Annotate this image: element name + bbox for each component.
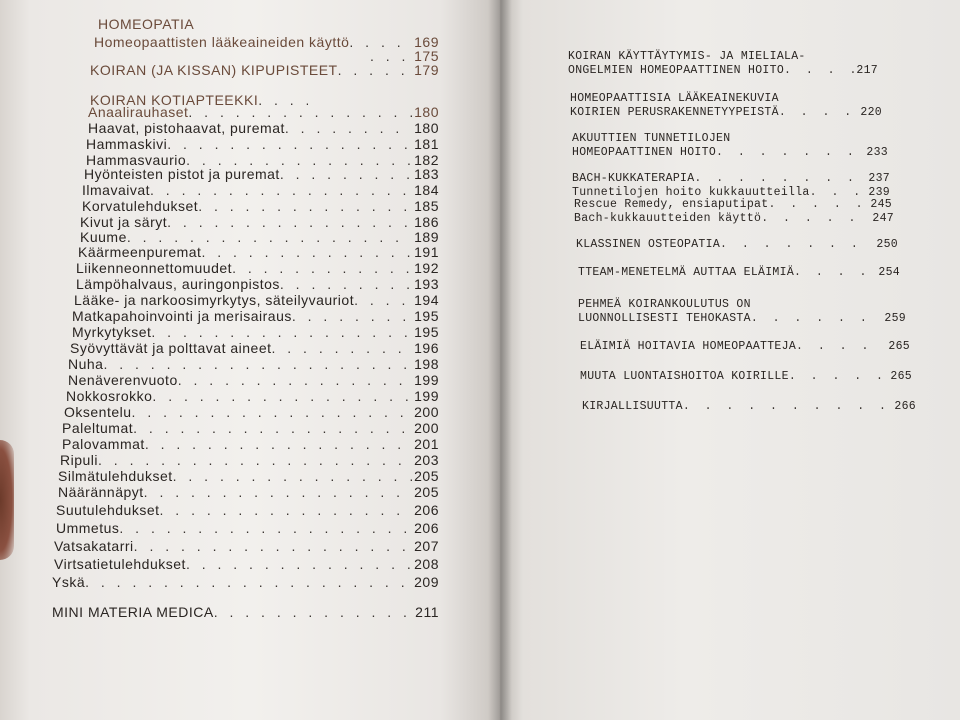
- entry-title: Myrkytykset: [72, 324, 152, 340]
- left-toc-entry: [54, 556, 439, 572]
- leader-dots: [784, 64, 854, 77]
- entry-title: HOMEOPATIA: [98, 16, 195, 32]
- right-toc-entry: [574, 212, 894, 225]
- left-toc-entry: [56, 520, 439, 536]
- leader-dots: [201, 244, 412, 260]
- entry-title: PEHMEÄ KOIRANKOULUTUS ON: [578, 298, 751, 311]
- entry-page-number: 211: [415, 604, 439, 620]
- entry-title: Vatsakatarri: [54, 538, 134, 554]
- entry-page-number: 183: [414, 166, 439, 182]
- entry-page-number: 250: [876, 238, 898, 251]
- entry-page-number: 195: [414, 324, 439, 340]
- right-toc-entry: [580, 340, 910, 353]
- entry-page-number: 185: [414, 198, 439, 214]
- entry-title: Liikenneonnettomuudet: [76, 260, 233, 276]
- right-toc-entry: [568, 50, 868, 63]
- entry-title: Näärännäpyt: [58, 484, 144, 500]
- right-toc-entry: [578, 266, 900, 279]
- leader-dots: [214, 604, 413, 620]
- entry-page-number: 199: [414, 372, 439, 388]
- left-toc-entry: [86, 136, 439, 152]
- left-toc-entry: [56, 502, 439, 518]
- left-toc-entry: [62, 436, 439, 452]
- entry-title: TTEAM-MENETELMÄ AUTTAA ELÄIMIÄ: [578, 266, 795, 279]
- entry-page-number: 200: [414, 404, 439, 420]
- leader-dots: [186, 556, 412, 572]
- left-toc-entry: [60, 452, 439, 468]
- entry-title: Palovammat: [62, 436, 145, 452]
- entry-page-number: 186: [414, 214, 439, 230]
- entry-title: KOIRAN KOTIAPTEEKKI: [90, 92, 259, 108]
- leader-dots: [103, 356, 412, 372]
- right-toc-entry: [574, 198, 892, 211]
- entry-title: Lämpöhalvaus, auringonpistos: [76, 276, 280, 292]
- entry-title: Kuume: [80, 229, 127, 245]
- right-toc-entry: [572, 172, 890, 185]
- leader-dots: [151, 324, 412, 340]
- entry-page-number: 179: [414, 62, 439, 78]
- entry-title: Anaalirauhaset: [88, 104, 189, 120]
- right-toc-entry: [568, 64, 878, 77]
- leader-dots: [280, 166, 412, 182]
- right-toc-entry: [576, 238, 898, 251]
- entry-title: Oksentelu: [64, 404, 132, 420]
- leader-dots: [779, 106, 859, 119]
- entry-page-number: 237: [868, 172, 890, 185]
- leader-dots: [285, 120, 412, 136]
- entry-page-number: 169: [414, 34, 439, 50]
- entry-page-number: 193: [414, 276, 439, 292]
- entry-title: Silmätulehdukset: [58, 468, 173, 484]
- leader-dots: [188, 104, 412, 120]
- left-toc-entry: [82, 182, 439, 198]
- entry-title: Bach-kukkauutteiden käyttö: [574, 212, 762, 225]
- left-toc-entry: [64, 404, 439, 420]
- entry-title: BACH-KUKKATERAPIA: [572, 172, 695, 185]
- leader-dots: [789, 370, 889, 383]
- right-toc-entry: [570, 106, 882, 119]
- leader-dots: [198, 198, 412, 214]
- entry-page-number: 181: [414, 136, 439, 152]
- entry-page-number: 239: [868, 186, 890, 199]
- right-toc-entry: [578, 312, 906, 325]
- left-toc-entry: [54, 538, 439, 554]
- leader-dots: [796, 340, 886, 353]
- leader-dots: [716, 146, 864, 159]
- entry-title: Ripuli: [60, 452, 99, 468]
- entry-page-number: 182: [414, 152, 439, 168]
- leader-dots: [127, 229, 412, 245]
- left-toc-entry: [90, 62, 439, 78]
- entry-title: KOIRAN KÄYTTÄYTYMIS- JA MIELIALA-: [568, 50, 806, 63]
- left-toc-entry: [70, 340, 439, 356]
- right-toc-entry: [580, 370, 912, 383]
- leader-dots: [150, 182, 412, 198]
- left-toc-entry: [84, 166, 439, 182]
- entry-title: KIRJALLISUUTTA: [582, 400, 683, 413]
- leader-dots: [768, 198, 868, 211]
- entry-page-number: 245: [870, 198, 892, 211]
- entry-title: AKUUTTIEN TUNNETILOJEN: [572, 132, 731, 145]
- leader-dots: [152, 388, 412, 404]
- entry-title: Rescue Remedy, ensiaputipat: [574, 198, 769, 211]
- entry-title: Tunnetilojen hoito kukkauutteilla: [572, 186, 810, 199]
- left-toc-entry: [74, 292, 439, 308]
- leader-dots: [98, 452, 412, 468]
- left-toc-entry: [78, 244, 439, 260]
- entry-page-number: 180: [414, 104, 439, 120]
- entry-page-number: 247: [872, 212, 894, 225]
- right-toc-entry: [582, 400, 916, 413]
- entry-page-number: 259: [884, 312, 906, 325]
- left-toc-entry: [88, 120, 439, 136]
- leader-dots: [272, 340, 413, 356]
- entry-page-number: 265: [890, 370, 912, 383]
- leader-dots: [178, 372, 412, 388]
- entry-page-number: 196: [414, 340, 439, 356]
- entry-page-number: 233: [866, 146, 888, 159]
- entry-title: Nenäverenvuoto: [68, 372, 178, 388]
- left-toc-entry: [88, 104, 439, 120]
- entry-title: Nuha: [68, 356, 104, 372]
- entry-page-number: 205: [414, 468, 439, 484]
- entry-page-number: 198: [414, 356, 439, 372]
- entry-page-number: 194: [414, 292, 439, 308]
- entry-page-number: 200: [414, 420, 439, 436]
- leader-dots: [761, 212, 870, 225]
- leader-dots: [338, 62, 413, 78]
- entry-title: ONGELMIEN HOMEOPAATTINEN HOITO: [568, 64, 785, 77]
- entry-page-number: 265: [888, 340, 910, 353]
- leader-dots: [683, 400, 893, 413]
- left-toc-entry: [66, 388, 439, 404]
- entry-page-number: 184: [414, 182, 439, 198]
- entry-page-number: 220: [860, 106, 882, 119]
- left-toc-entry: [52, 604, 439, 620]
- entry-title: Hyönteisten pistot ja puremat: [84, 166, 280, 182]
- entry-title: Hammaskivi: [86, 136, 168, 152]
- entry-title: Ilmavaivat: [82, 182, 151, 198]
- entry-page-number: 205: [414, 484, 439, 500]
- leader-dots: [694, 172, 866, 185]
- left-toc-entry: [68, 356, 439, 372]
- entry-page-number: 254: [878, 266, 900, 279]
- leader-dots: [751, 312, 883, 325]
- entry-title: HOMEOPAATTINEN HOITO: [572, 146, 717, 159]
- leader-dots: [132, 404, 413, 420]
- entry-page-number: 266: [894, 400, 916, 413]
- entry-title: KLASSINEN OSTEOPATIA: [576, 238, 721, 251]
- entry-title: KOIRAN (JA KISSAN) KIPUPISTEET: [90, 62, 338, 78]
- entry-title: Virtsatietulehdukset: [54, 556, 186, 572]
- leader-dots: [232, 260, 412, 276]
- entry-page-number: 180: [414, 120, 439, 136]
- leader-dots: [167, 214, 412, 230]
- left-toc-entry: [62, 420, 439, 436]
- entry-page-number: 208: [414, 556, 439, 572]
- left-toc-entry: [82, 198, 439, 214]
- entry-title: Syövyttävät ja polttavat aineet: [70, 340, 272, 356]
- entry-page-number: 192: [414, 260, 439, 276]
- book-spine: [488, 0, 512, 720]
- left-toc-entry: [68, 372, 439, 388]
- left-toc-entry: [52, 574, 439, 590]
- entry-title: Hammasvaurio: [86, 152, 187, 168]
- entry-title: Paleltumat: [62, 420, 134, 436]
- entry-title: Korvatulehdukset: [82, 198, 199, 214]
- leader-dots: [85, 574, 412, 590]
- entry-title: Suutulehdukset: [56, 502, 160, 518]
- entry-page-number: 195: [414, 308, 439, 324]
- entry-page-number: 207: [414, 538, 439, 554]
- left-toc-entry: [76, 260, 439, 276]
- left-toc-entry: [72, 324, 439, 340]
- right-toc-entry: [570, 92, 870, 105]
- entry-title: Homeopaattisten lääkeaineiden käyttö: [94, 34, 350, 50]
- leader-dots: [167, 136, 412, 152]
- leader-dots: [354, 292, 412, 308]
- leader-dots: [160, 502, 413, 518]
- entry-page-number: 201: [414, 436, 439, 452]
- leader-dots: [134, 538, 412, 554]
- right-toc-entry: [578, 298, 878, 311]
- entry-title: ELÄIMIÄ HOITAVIA HOMEOPAATTEJA: [580, 340, 797, 353]
- entry-title: Matkapahoinvointi ja merisairaus: [72, 308, 292, 324]
- entry-title: Lääke- ja narkoosimyrkytys, säteilyvauriot: [74, 292, 355, 308]
- entry-title: Ummetus: [56, 520, 120, 536]
- left-toc-entry: [80, 229, 439, 245]
- left-toc-entry: [58, 484, 439, 500]
- left-toc-entry: [58, 468, 439, 484]
- thumb: [0, 440, 14, 560]
- right-toc-entry: [572, 146, 888, 159]
- left-toc-entry: [76, 276, 439, 292]
- entry-title: MUUTA LUONTAISHOITOA KOIRILLE: [580, 370, 789, 383]
- entry-title: Haavat, pistohaavat, puremat: [88, 120, 285, 136]
- leader-dots: [133, 420, 412, 436]
- leader-dots: [173, 468, 413, 484]
- leader-dots: [280, 276, 412, 292]
- leader-dots: [720, 238, 874, 251]
- entry-page-number: 191: [414, 244, 439, 260]
- entry-page-number: 175: [414, 48, 439, 64]
- entry-title: Käärmeenpuremat: [78, 244, 202, 260]
- entry-page-number: 199: [414, 388, 439, 404]
- leader-dots: [794, 266, 876, 279]
- right-toc-entry: [572, 132, 872, 145]
- entry-title: Nokkosrokko: [66, 388, 153, 404]
- left-toc-entry: [80, 214, 439, 230]
- entry-title: Kivut ja säryt: [80, 214, 168, 230]
- leader-dots: [144, 484, 412, 500]
- entry-title: LUONNOLLISESTI TEHOKASTA: [578, 312, 751, 325]
- left-toc-entry: [98, 16, 228, 32]
- left-toc-entry: [72, 308, 439, 324]
- entry-page-number: 203: [414, 452, 439, 468]
- entry-page-number: 209: [414, 574, 439, 590]
- entry-title: Yskä: [52, 574, 86, 590]
- leader-dots: [119, 520, 412, 536]
- leader-dots: [292, 308, 412, 324]
- entry-title: KOIRIEN PERUSRAKENNETYYPEISTÄ: [570, 106, 779, 119]
- entry-page-number: 217: [856, 64, 878, 77]
- entry-page-number: 189: [414, 229, 439, 245]
- leader-dots: [145, 436, 412, 452]
- entry-title: HOMEOPAATTISIA LÄÄKEAINEKUVIA: [570, 92, 779, 105]
- entry-page-number: 206: [414, 520, 439, 536]
- entry-title: MINI MATERIA MEDICA: [52, 604, 214, 620]
- entry-page-number: 206: [414, 502, 439, 518]
